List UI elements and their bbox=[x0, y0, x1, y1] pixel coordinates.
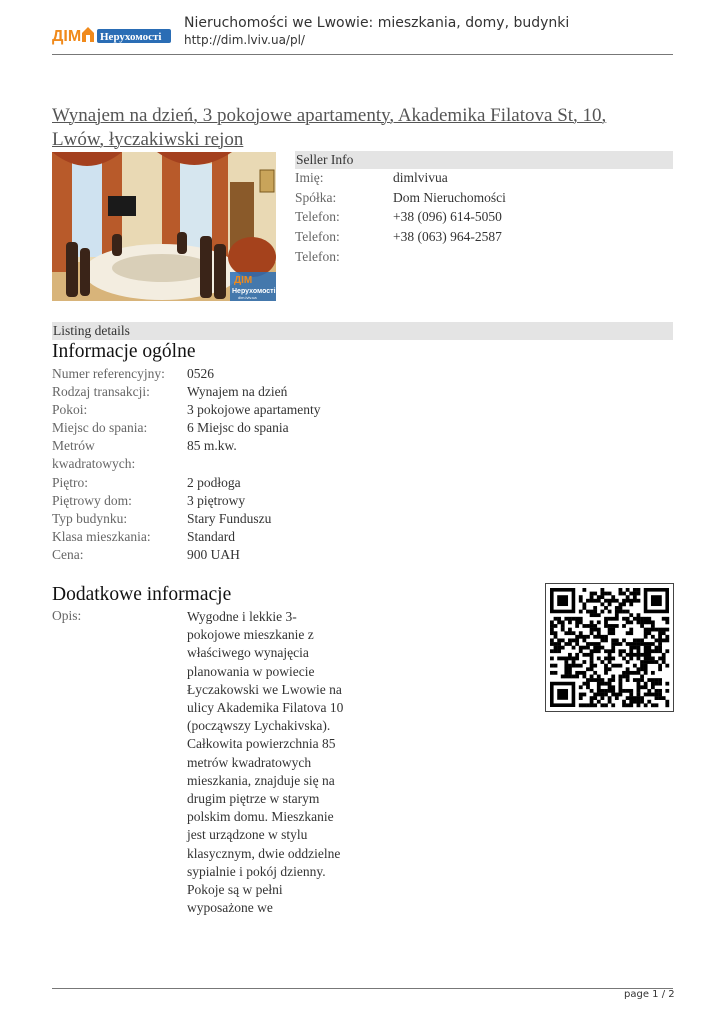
detail-value: 3 piętrowy bbox=[187, 493, 246, 508]
watermark-dim: ДІМ bbox=[234, 275, 253, 286]
detail-label: Cena: bbox=[52, 547, 84, 562]
listing-title[interactable]: Wynajem na dzień, 3 pokojowe apartamenty, Akademika Filatova St, 10, Lwów, łyczakiwski rejon bbox=[52, 105, 607, 150]
detail-value: 85 m.kw. bbox=[187, 438, 237, 453]
qr-code bbox=[545, 583, 674, 712]
logo-text-dim: ДІМ bbox=[52, 28, 82, 45]
listing-details-bar bbox=[52, 322, 673, 340]
detail-value: 6 Miejsc do spania bbox=[187, 420, 289, 435]
detail-label: Typ budynku: bbox=[52, 511, 128, 526]
detail-value: 900 UAH bbox=[187, 547, 240, 562]
detail-value: Stary Funduszu bbox=[187, 511, 272, 526]
seller-company-label: Spółka: bbox=[295, 190, 337, 205]
detail-label: Pokoi: bbox=[52, 402, 88, 417]
detail-label: Piętro: bbox=[52, 475, 88, 490]
detail-label: Numer referencyjny: bbox=[52, 366, 165, 381]
detail-label: Miejsc do spania: bbox=[52, 420, 148, 435]
seller-phone-label: Telefon: bbox=[295, 209, 340, 224]
additional-info-heading: Dodatkowe informacje bbox=[52, 584, 232, 605]
description-text: Wygodne i lekkie 3-pokojowe mieszkanie z właściwego wynajęcia planowania w powiecie Łyczakowski we Lwowie na ulicy Akademika Filatova 10 (począwszy Lychakivska). Całkowita powierzchnia 85 metrów kwadratowych mieszkania, znajduje się na drugim piętrze w starym polskim domu. Mieszkanie jest urządzone w stylu klasycznym, dwie oddzielne sypialnie i pokój dzienny. Pokoje są w pełni wyposażone we bbox=[187, 609, 344, 916]
detail-value: 3 pokojowe apartamenty bbox=[187, 402, 321, 417]
seller-phone-value[interactable]: +38 (063) 964-2587 bbox=[393, 229, 502, 244]
detail-label: Metrów bbox=[52, 438, 95, 453]
watermark-nerukhomosti: Нерухомості bbox=[232, 288, 276, 295]
detail-label: Klasa mieszkania: bbox=[52, 529, 151, 544]
seller-info-heading: Seller Info bbox=[296, 152, 354, 167]
listing-details-heading: Listing details bbox=[53, 323, 130, 338]
watermark-url: dim.lviv.ua bbox=[238, 295, 257, 300]
site-url[interactable]: http://dim.lviv.ua/pl/ bbox=[184, 33, 305, 47]
detail-label: Piętrowy dom: bbox=[52, 493, 132, 508]
logo-text-nerukhomosti: Нерухомості bbox=[100, 31, 162, 43]
seller-phone-label: Telefon: bbox=[295, 249, 340, 264]
site-title: Nieruchomości we Lwowie: mieszkania, domy, budynki bbox=[184, 15, 570, 31]
page-number: page 1 / 2 bbox=[624, 989, 675, 1000]
seller-company-value: Dom Nieruchomości bbox=[393, 190, 506, 205]
listing-photo bbox=[52, 152, 276, 301]
seller-name-label: Imię: bbox=[295, 170, 324, 185]
general-info-heading: Informacje ogólne bbox=[52, 341, 196, 362]
description-label: Opis: bbox=[52, 608, 82, 623]
detail-label: Rodzaj transakcji: bbox=[52, 384, 150, 399]
seller-phone-label: Telefon: bbox=[295, 229, 340, 244]
site-logo[interactable] bbox=[52, 24, 172, 46]
footer-divider bbox=[52, 988, 673, 989]
seller-phone-value[interactable]: +38 (096) 614-5050 bbox=[393, 209, 502, 224]
detail-value: Wynajem na dzień bbox=[187, 384, 288, 399]
seller-name-value: dimlvivua bbox=[393, 170, 448, 185]
detail-value: Standard bbox=[187, 529, 235, 544]
header-divider bbox=[52, 54, 673, 55]
detail-value: 0526 bbox=[187, 366, 214, 381]
detail-value: 2 podłoga bbox=[187, 475, 241, 490]
detail-label-cont: kwadratowych: bbox=[52, 456, 136, 471]
seller-info-bar bbox=[295, 151, 673, 169]
